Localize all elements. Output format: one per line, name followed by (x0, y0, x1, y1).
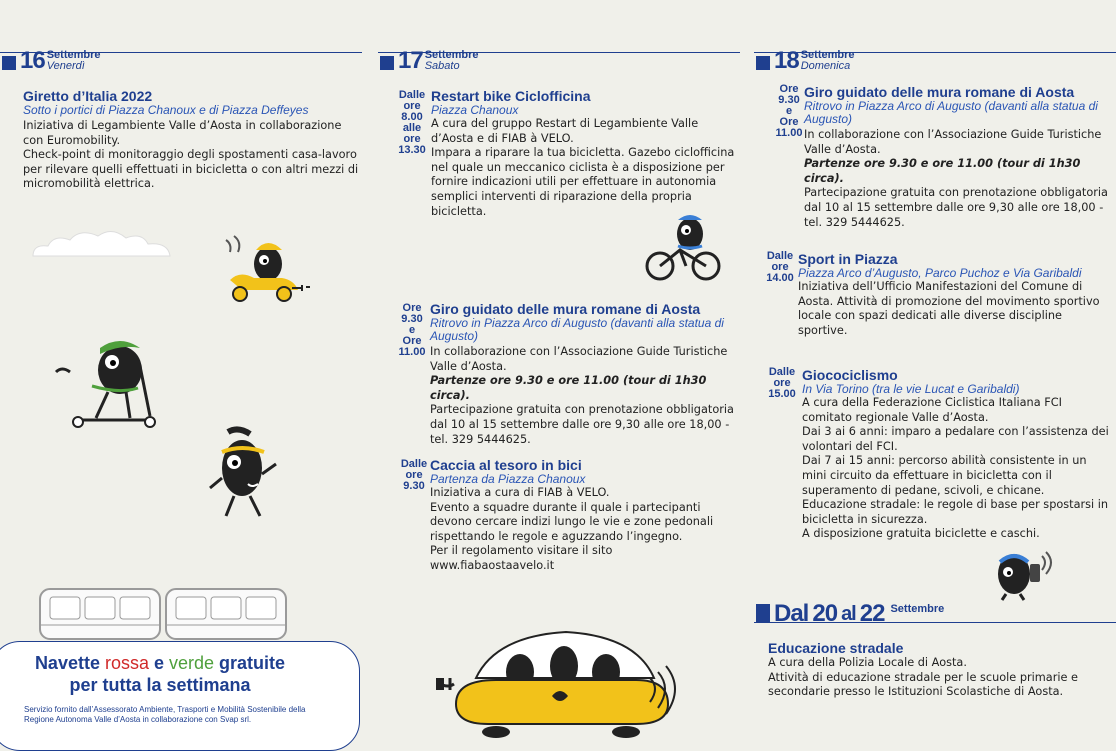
event-caccia-tesoro (430, 457, 740, 574)
day-number: 16 (20, 47, 45, 74)
bus-illustration (38, 585, 288, 641)
range-month: Settembre (890, 603, 945, 615)
scooter-character-illustration (222, 234, 312, 304)
day-marker (2, 56, 16, 70)
day-marker (380, 56, 394, 70)
event-location: In Via Torino (tra le vie Lucat e Garibaldi) (802, 382, 1020, 396)
event-title: Restart bike Ciclofficina (431, 88, 591, 104)
time-text: Dalle (400, 458, 428, 470)
day-marker (756, 604, 770, 622)
time-text: 9.30 (401, 313, 423, 325)
cloud-illustration (28, 222, 178, 262)
event-location: Sotto i portici di Piazza Chanoux e di Piazza Deffeyes (23, 103, 309, 117)
time-text: ore (405, 469, 423, 481)
time-text: Dalle (768, 366, 796, 378)
event-text: A cura della Polizia Locale di Aosta. (768, 656, 967, 669)
time-text: Ore (779, 116, 799, 128)
time-text: 8.00 (401, 111, 423, 123)
event-time (396, 459, 432, 492)
event-text: A disposizione gratuita biciclette e caschi. (802, 527, 1040, 541)
time-text: ore (773, 377, 791, 389)
event-emphasis: Partenze ore 9.30 e ore 11.00 (tour di 1h30 circa). (804, 157, 1081, 185)
event-emphasis: Partenze ore 9.30 e ore 11.00 (tour di 1h30 circa). (430, 374, 707, 402)
day-number: 17 (398, 47, 423, 74)
event-sport-in-piazza (798, 251, 1112, 338)
navette-green-text: verde (169, 653, 215, 673)
event-text: A cura della Federazione Ciclistica Italiana FCI comitato regionale Valle d’Aosta. (802, 396, 1062, 424)
event-title: Sport in Piazza (798, 251, 898, 267)
time-text: alle (402, 122, 422, 134)
event-text: Partecipazione gratuita con prenotazione obbligatoria dal 10 al 15 settembre dalle ore 9,30 alle ore 18,00 - tel. 329 5444625. (804, 186, 1108, 229)
range-start-day: 20 (812, 600, 838, 627)
range-header (756, 600, 944, 628)
time-text: 15.00 (768, 388, 796, 400)
time-text: Ore (402, 335, 422, 347)
event-time (394, 90, 430, 156)
event-giocociclismo (802, 367, 1110, 542)
navette-note: Servizio fornito dall’Assessorato Ambiente, Trasporti e Mobilità Sostenibile della Regione Autonoma Valle d’Aosta in collaborazione con Svap srl. (24, 705, 306, 724)
event-text: In collaborazione con l’Associazione Guide Turistiche Valle d’Aosta. (804, 128, 1102, 156)
navette-title-text: Navette (34, 653, 105, 673)
day-header-16 (2, 47, 101, 74)
event-text: Check-point di monitoraggio degli spostamenti casa-lavoro per rilevare quelli effettuati in bicicletta o con altri mezzi di micromobilità elettrica. (23, 148, 359, 191)
day-weekday: Sabato (424, 60, 460, 72)
time-text: Ore (779, 83, 799, 95)
range-dal: Dal (774, 600, 809, 627)
car-illustration (436, 628, 696, 748)
day-month: Settembre (46, 49, 101, 61)
event-time (762, 251, 798, 284)
event-title: Giocociclismo (802, 367, 898, 383)
event-time (394, 303, 430, 358)
event-time (771, 84, 807, 139)
event-location: Ritrovo in Piazza Arco di Augusto (davanti alla statua di Augusto) (804, 99, 1098, 126)
event-text: Impara a riparare la tua bicicletta. Gazebo ciclofficina nel quale un meccanico ciclista è a disposizione per fornire indicazioni utili per effettuare in autonomia semplici interventi di riparazione della propria bicicletta. (431, 146, 735, 218)
event-text: Iniziativa di Legambiente Valle d’Aosta in collaborazione con Euromobility. (23, 119, 342, 147)
navette-title (20, 652, 300, 696)
event-title: Caccia al tesoro in bici (430, 457, 582, 473)
navette-red-text: rossa (104, 653, 149, 673)
event-text: Attività di educazione stradale per le scuole primarie e secondarie presso le Istituzioni Scolastiche di Aosta. (768, 670, 1078, 699)
time-text: 13.30 (398, 144, 426, 156)
event-restart-bike (431, 88, 737, 219)
event-title: Giretto d’Italia 2022 (23, 88, 153, 104)
event-text: Evento a squadre durante il quale i partecipanti devono cercare indizi lungo le vie e zone pedonali rispettando le regole e aguzzando l’ingegno. (430, 500, 714, 543)
day-header-17 (380, 47, 479, 74)
range-al: al (841, 602, 856, 625)
day-weekday: Venerdì (46, 60, 85, 72)
cyclist-character-illustration (644, 210, 724, 282)
event-location: Piazza Chanoux (431, 103, 519, 117)
event-title: Giro guidato delle mura romane di Aosta (804, 84, 1075, 100)
time-text: Dalle (766, 250, 794, 262)
navette-title-text: gratuite (214, 653, 286, 673)
event-title: Giro guidato delle mura romane di Aosta (430, 301, 701, 317)
kickscooter-character-illustration (48, 336, 163, 431)
event-educazione-stradale (768, 640, 1108, 700)
event-text: Partecipazione gratuita con prenotazione obbligatoria dal 10 al 15 settembre dalle ore 9,30 alle ore 18,00 - tel. 329 5444625. (430, 403, 734, 446)
running-character-illustration (204, 426, 284, 526)
event-title: Educazione stradale (768, 640, 904, 656)
time-text: Ore (402, 302, 422, 314)
event-location: Piazza Arco d’Augusto, Parco Puchoz e Via Garibaldi (798, 266, 1082, 280)
event-text: Dai 7 ai 15 anni: percorso abilità consistente in un mini circuito da effettuare in bicicletta con il superamento di pedane, scivoli, e chicane. (802, 454, 1087, 497)
event-text: In collaborazione con l’Associazione Guide Turistiche Valle d’Aosta. (430, 345, 728, 373)
event-giro-guidato-17 (430, 301, 740, 447)
event-text: Dai 3 ai 6 anni: imparo a pedalare con l’assistenza dei volontari del FCI. (802, 425, 1109, 453)
navette-title-line2: per tutta la settimana (69, 675, 251, 695)
event-text: Iniziativa a cura di FIAB à VELO. (430, 486, 610, 499)
event-text: Educazione stradale: le regole di base per spostarsi in bicicletta in sicurezza. (802, 498, 1109, 526)
day-weekday: Domenica (800, 60, 851, 72)
day-month: Settembre (424, 49, 479, 61)
day-number: 18 (774, 47, 799, 74)
time-text: 11.00 (775, 127, 803, 139)
time-text: 14.00 (766, 272, 794, 284)
event-text: Per il regolamento visitare il sito www.fiabaostaavelo.it (430, 544, 613, 572)
time-text: 9.30 (403, 480, 425, 492)
phone-character-illustration (992, 546, 1056, 602)
event-text: A cura del gruppo Restart di Legambiente Valle d’Aosta e di FIAB à VELO. (431, 117, 699, 145)
event-text: Iniziativa dell’Ufficio Manifestazioni del Comune di Aosta. Attività di promozione del movimento sportivo locale con spazi dedicati alle diverse discipline sportive. (798, 280, 1100, 337)
day-marker (756, 56, 770, 70)
event-location: Partenza da Piazza Chanoux (430, 472, 586, 486)
time-text: 9.30 (778, 94, 800, 106)
event-location: Ritrovo in Piazza Arco di Augusto (davanti alla statua di Augusto) (430, 316, 724, 343)
time-text: 11.00 (398, 346, 426, 358)
navette-title-text: e (148, 653, 169, 673)
time-text: Dalle (398, 89, 426, 101)
range-end-day: 22 (859, 600, 885, 627)
event-giro-guidato-18 (804, 84, 1112, 230)
event-time (764, 367, 800, 400)
day-month: Settembre (800, 49, 855, 61)
day-header-18 (756, 47, 855, 74)
event-giretto (23, 88, 363, 192)
time-text: ore (403, 133, 421, 145)
time-text: ore (403, 100, 421, 112)
time-text: e (785, 105, 793, 117)
time-text: ore (771, 261, 789, 273)
time-text: e (408, 324, 416, 336)
